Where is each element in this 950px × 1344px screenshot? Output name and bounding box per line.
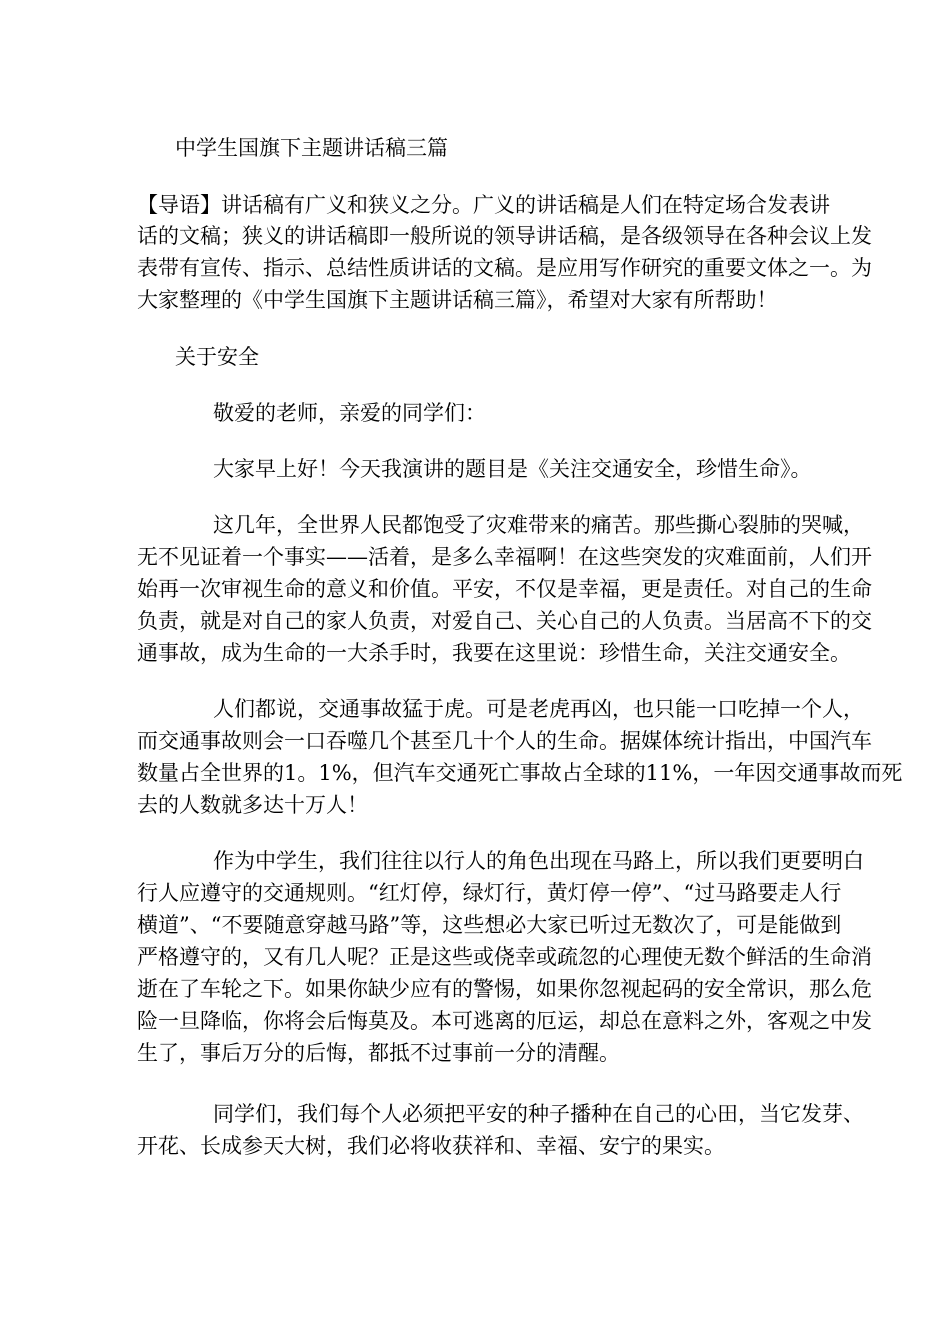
paragraph-line: 开花、长成参天大树，我们必将收获祥和、幸福、安宁的果实。 — [137, 1134, 725, 1158]
paragraph-line: 无不见证着一个事实——活着，是多么幸福啊！在这些突发的灾难面前，人们开 — [137, 545, 872, 569]
greeting: 大家早上好！今天我演讲的题目是《关注交通安全，珍惜生命》。 — [213, 457, 812, 481]
paragraph-line: 作为中学生，我们往往以行人的角色出现在马路上，所以我们更要明白 — [213, 849, 864, 873]
paragraph-line: 去的人数就多达十万人！ — [137, 793, 368, 817]
paragraph-line: 横道”、“不要随意穿越马路”等，这些想必大家已听过无数次了，可是能做到 — [137, 913, 842, 937]
paragraph-line: 险一旦降临，你将会后悔莫及。本可逃离的厄运，却总在意料之外，客观之中发 — [137, 1009, 872, 1033]
paragraph-line: 同学们，我们每个人必须把平安的种子播种在自己的心田，当它发芽、 — [213, 1102, 864, 1126]
paragraph-line: 负责，就是对自己的家人负责，对爱自己、关心自己的人负责。当居高不下的交 — [137, 609, 872, 633]
document-title: 中学生国旗下主题讲话稿三篇 — [175, 136, 448, 160]
paragraph-line: 通事故，成为生命的一大杀手时，我要在这里说：珍惜生命，关注交通安全。 — [137, 641, 851, 665]
paragraph-line: 逝在了车轮之下。如果你缺少应有的警惕，如果你忽视起码的安全常识，那么危 — [137, 977, 872, 1001]
paragraph-line: 行人应遵守的交通规则。“红灯停，绿灯行，黄灯停一停”、“过马路要走人行 — [137, 881, 842, 905]
intro-line: 【导语】讲话稿有广义和狭义之分。广义的讲话稿是人们在特定场合发表讲 — [137, 193, 830, 217]
paragraph-line: 数量占全世界的1。1%，但汽车交通死亡事故占全球的11%，一年因交通事故而死 — [137, 761, 903, 785]
paragraph-line: 生了，事后万分的后悔，都抵不过事前一分的清醒。 — [137, 1041, 620, 1065]
intro-line: 大家整理的《中学生国旗下主题讲话稿三篇》，希望对大家有所帮助！ — [137, 288, 778, 312]
intro-line: 话的文稿；狭义的讲话稿即一般所说的领导讲话稿，是各级领导在各种会议上发 — [137, 224, 872, 248]
salutation: 敬爱的老师，亲爱的同学们： — [213, 401, 486, 425]
paragraph-line: 人们都说，交通事故猛于虎。可是老虎再凶，也只能一口吃掉一个人， — [213, 697, 864, 721]
paragraph-line: 这几年，全世界人民都饱受了灾难带来的痛苦。那些撕心裂肺的哭喊， — [213, 513, 864, 537]
paragraph-line: 而交通事故则会一口吞噬几个甚至几十个人的生命。据媒体统计指出，中国汽车 — [137, 729, 872, 753]
section-heading: 关于安全 — [175, 345, 259, 369]
paragraph-line: 始再一次审视生命的意义和价值。平安，不仅是幸福，更是责任。对自己的生命 — [137, 577, 872, 601]
intro-line: 表带有宣传、指示、总结性质讲话的文稿。是应用写作研究的重要文体之一。为 — [137, 256, 872, 280]
paragraph-line: 严格遵守的，又有几人呢？正是这些或侥幸或疏忽的心理使无数个鲜活的生命消 — [137, 945, 872, 969]
